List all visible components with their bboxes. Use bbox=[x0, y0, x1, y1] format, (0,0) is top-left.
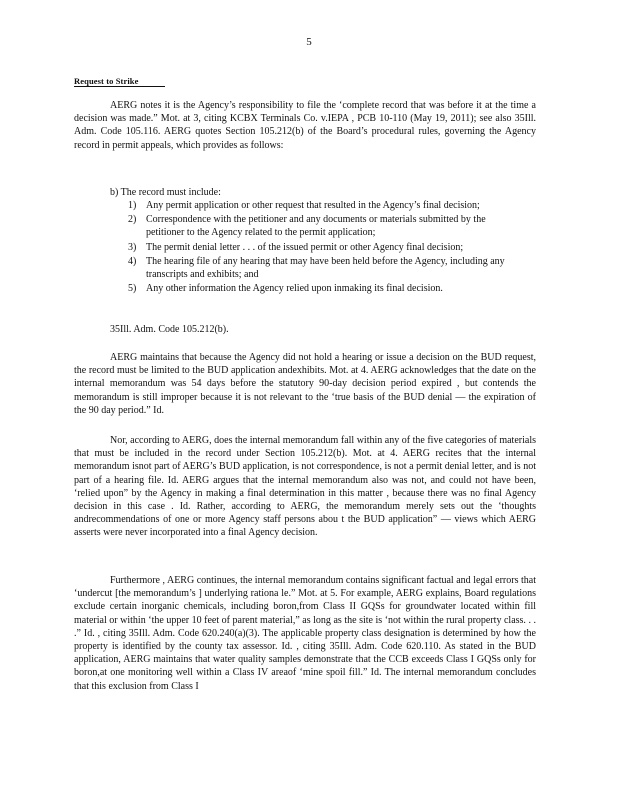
list-item-number: 5) bbox=[128, 283, 137, 295]
list-item-number: 1) bbox=[128, 200, 137, 211]
paragraph-1: AERG notes it is the Agency’s responsibility to file the ‘complete record that was before it at the time a decision was made.” Mot. at 3, citing KCBX Terminals Co. v.IEPA , PCB 10-110 (May 19, 2011); see also 35Ill. Adm. Code 105.116. AERG quotes Section 105.212(b) of the Board’s procedural rules, governing the Agency record in permit appeals, which provides as follows: bbox=[74, 100, 536, 151]
list-item-number: 3) bbox=[128, 241, 137, 253]
list-item-number: 2) bbox=[128, 214, 137, 226]
paragraph-3: Nor, according to AERG, does the internal memorandum fall within any of the five categories of materials that must be included in the record under Section 105.212(b). Mot. at 4. AERG recites that the internal memorandum isnot part of AERG’s BUD application, is not correspondence, is not a permit denial letter, and is not part of a hearing file. Id. AERG argues that the internal memorandum also was not, and could not have been, ‘relied upon” by the Agency in making a final determination in this matter , because there was no final Agency decision in this case . Id. Rather, according to AERG, the memorandum merely sets out the ‘thoughts andrecommendations of one or more Agency staff persons abou t the BUD application” — views which AERG asserts were never incorporated into a final Agency decision. bbox=[74, 435, 536, 539]
list-item-text: The hearing file of any hearing that may have been held before the Agency, including any transcripts and exhibits; and bbox=[146, 255, 505, 281]
list-item bbox=[128, 213, 508, 239]
list-intro: b) The record must include: bbox=[110, 187, 221, 198]
section-heading: Request to Strike bbox=[74, 76, 165, 87]
list-item-text: Correspondence with the petitioner and any documents or materials submitted by the petitioner to the Agency related to the permit application; bbox=[146, 214, 486, 239]
list-item bbox=[128, 199, 508, 212]
list-item bbox=[128, 255, 508, 281]
list-item-number: 4) bbox=[128, 255, 137, 267]
paragraph-2: AERG maintains that because the Agency did not hold a hearing or issue a decision on the BUD request, the record must be limited to the BUD application andexhibits. Mot. at 4. AERG acknowledges that the date on the internal memorandum was 54 days before the statutory 90-day decision period expired , but contends the memorandum is still improper because it is not relevant to the ‘true basis of the BUD denial — the expiration of the 90 day period.” Id. bbox=[74, 352, 536, 416]
list-item-text: Any other information the Agency relied upon inmaking its final decision. bbox=[146, 283, 443, 295]
list-item bbox=[128, 282, 508, 295]
list-item-text: Any permit application or other request that resulted in the Agency’s final decision; bbox=[146, 200, 480, 211]
list-item-text: The permit denial letter . . . of the issued permit or other Agency final decision; bbox=[146, 241, 464, 253]
page-number: 5 bbox=[306, 36, 312, 48]
list-item bbox=[128, 241, 508, 254]
list-citation: 35Ill. Adm. Code 105.212(b). bbox=[110, 324, 229, 335]
paragraph-4: Furthermore , AERG continues, the internal memorandum contains significant factual and legal errors that ‘undercut [the memorandum’s ] underlying rationa le.” Mot. at 5. For example, AERG explains, Board regulations exclude certain inorganic chemicals, including boron,from Class II GQSs for groundwater located within fill material or within ‘the upper 10 feet of parent material,” as long as the site is ‘not within the rural property class. . . .” Id. , citing 35Ill. Adm. Code 620.240(a)(3). The applicable property class designation is determined by how the property is identified by the county tax assessor. Id. , citing 35Ill. Adm. Code 620.110. As stated in the BUD application, AERG maintains that water quality samples demonstrate that the CCB exceeds Class I GQSs only for boron,at one monitoring well within a Class IV areaof ‘mine spoil fill.” Id. The internal memorandum concludes that this exclusion from Class I bbox=[74, 575, 536, 692]
record-requirements-list bbox=[128, 199, 508, 296]
